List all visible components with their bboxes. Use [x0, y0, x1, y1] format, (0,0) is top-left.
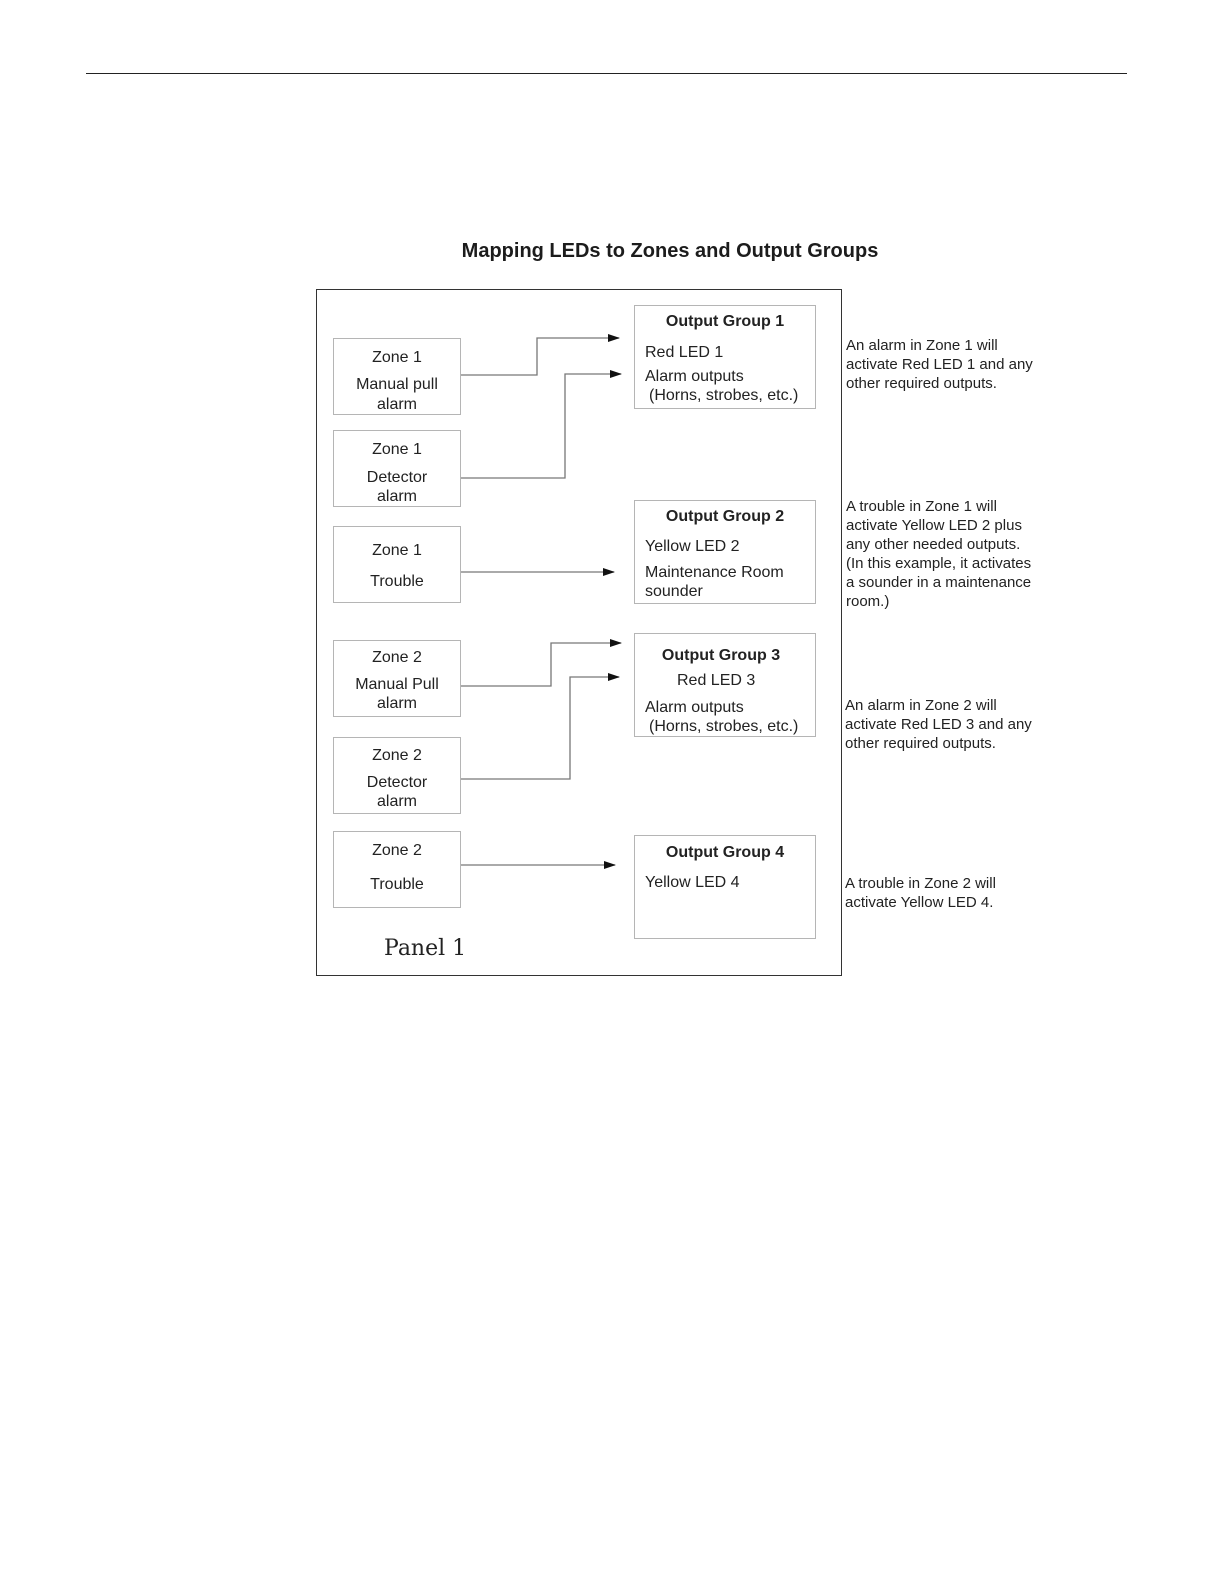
connector-z1-detector-og1	[461, 374, 621, 478]
output-group-box-og3	[634, 633, 816, 737]
output-group-title: Output Group 1	[665, 313, 785, 330]
note-line: A trouble in Zone 1 will	[846, 498, 997, 515]
note-line: room.)	[846, 593, 890, 610]
output-group-box-og2	[634, 500, 816, 604]
output-group-line: (Horns, strobes, etc.)	[649, 387, 799, 404]
note-line: other required outputs.	[846, 375, 997, 392]
zone-desc-line: alarm	[376, 793, 417, 810]
output-group-line: Yellow LED 2	[645, 538, 740, 555]
note-line: activate Yellow LED 2 plus	[846, 517, 1022, 534]
note-line: activate Yellow LED 4.	[845, 894, 994, 911]
zone-box-z1-manual	[333, 338, 461, 415]
zone-box-z2-detector	[333, 737, 461, 814]
output-group-line: Alarm outputs	[645, 699, 744, 716]
output-group-title: Output Group 4	[665, 844, 785, 861]
note-output-group-1	[846, 336, 1033, 393]
note-line: An alarm in Zone 2 will	[845, 697, 997, 714]
output-group-box-og4	[634, 835, 816, 939]
output-group-line: Yellow LED 4	[645, 874, 740, 891]
note-line: other required outputs.	[845, 735, 996, 752]
output-group-line: Maintenance Room	[645, 564, 784, 581]
note-output-group-4	[845, 874, 996, 912]
note-line: any other needed outputs.	[846, 536, 1021, 553]
zone-desc-line: alarm	[376, 488, 417, 505]
output-group-line: Alarm outputs	[645, 368, 744, 385]
output-group-title: Output Group 2	[665, 508, 785, 525]
output-group-line: (Horns, strobes, etc.)	[649, 718, 799, 735]
zone-title: Zone 2	[372, 747, 422, 764]
panel-label: Panel 1	[384, 936, 467, 961]
zone-box-z1-detector	[333, 430, 461, 507]
connector-z1-manual-og1	[461, 338, 619, 375]
zone-title: Zone 2	[372, 842, 422, 859]
zone-desc-line: alarm	[376, 396, 417, 413]
note-line: An alarm in Zone 1 will	[846, 337, 998, 354]
output-group-line: Red LED 3	[677, 672, 756, 689]
zone-title: Zone 1	[372, 349, 422, 366]
zone-desc-line: Manual pull	[356, 376, 438, 393]
connector-z2-manual-og3	[461, 643, 621, 686]
zone-title: Zone 1	[372, 542, 422, 559]
zone-desc-line: Detector	[366, 774, 428, 791]
zone-desc-line: Trouble	[370, 876, 424, 893]
output-group-title: Output Group 3	[661, 647, 781, 664]
zone-desc-line: alarm	[376, 695, 417, 712]
zone-desc-line: Detector	[366, 469, 428, 486]
note-output-group-2	[846, 497, 1031, 611]
zone-desc-line: Trouble	[370, 573, 424, 590]
output-group-box-og1	[634, 305, 816, 409]
zone-box-z2-manual	[333, 640, 461, 717]
zone-desc-line: Manual Pull	[355, 676, 439, 693]
zone-box-z1-trouble	[333, 526, 461, 603]
zone-box-z2-trouble	[333, 831, 461, 908]
note-line: a sounder in a maintenance	[846, 574, 1032, 591]
note-line: (In this example, it activates	[846, 555, 1032, 572]
note-line: activate Red LED 1 and any	[846, 356, 1033, 373]
figure-title: Mapping LEDs to Zones and Output Groups	[461, 240, 879, 262]
note-line: activate Red LED 3 and any	[845, 716, 1032, 733]
connector-z2-detector-og3	[461, 677, 619, 779]
output-group-line: Red LED 1	[645, 344, 724, 361]
zone-title: Zone 2	[372, 649, 422, 666]
output-group-line: sounder	[645, 583, 703, 600]
note-output-group-3	[845, 696, 1032, 753]
note-line: A trouble in Zone 2 will	[845, 875, 996, 892]
zone-title: Zone 1	[372, 441, 422, 458]
